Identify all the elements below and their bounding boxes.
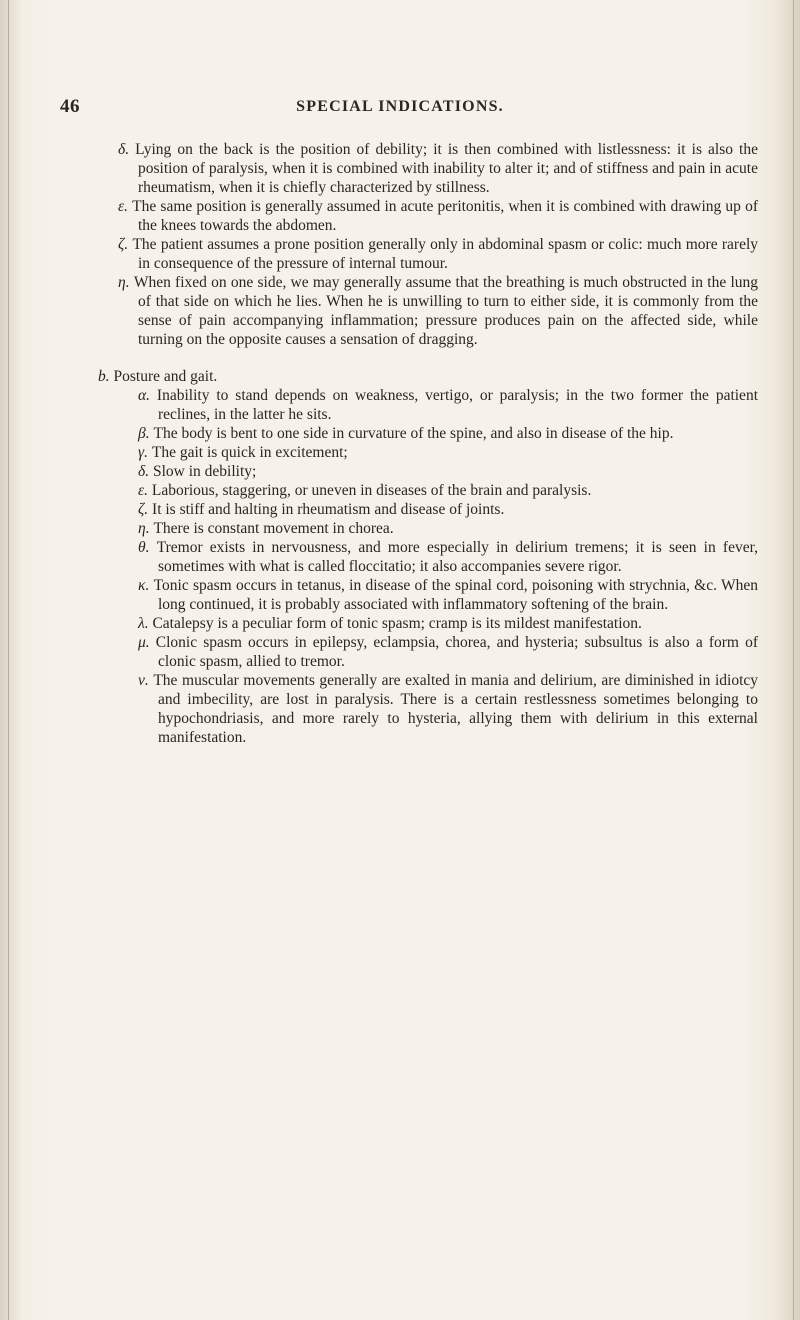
list-item-lambda: λ. Catalepsy is a peculiar form of tonic spasm; cramp is its mildest manifestation. (138, 615, 642, 632)
paragraph-eta: η. When fixed on one side, we may generally assume that the breathing is much obstructed in the lung of that side on which he lies. When he is unwilling to turn to either side, it is commonly from the sense of pain accompanying inflammation; pressure produces pain on the affected side, while turning on the opposite causes a sensation of dragging. (118, 274, 759, 348)
list-item-gamma: γ. The gait is quick in excitement; (138, 444, 348, 461)
list-item-eta: η. There is constant movement in chorea. (138, 520, 394, 537)
page-body (98, 140, 759, 747)
section-b-heading: b. Posture and gait. (98, 368, 218, 385)
page-edge (793, 0, 794, 1320)
paragraph-delta: δ. Lying on the back is the position of debility; it is then combined with listlessness: it is also the position of paralysis, when it is combined with inability to alter it; and of stiffness and pain in acute rheumatism, when it is chiefly characterized by stillness. (118, 141, 758, 196)
paragraph-epsilon: ε. The same position is generally assumed in acute peritonitis, when it is combined with drawing up of the knees towards the abdomen. (118, 198, 758, 234)
list-item-zeta: ζ. It is stiff and halting in rheumatism and disease of joints. (138, 501, 505, 518)
page-header (0, 96, 800, 120)
binding-edge (8, 0, 9, 1320)
list-item-delta: δ. Slow in debility; (138, 463, 257, 480)
running-head: SPECIAL INDICATIONS. (296, 98, 504, 115)
list-item-kappa: κ. Tonic spasm occurs in tetanus, in disease of the spinal cord, poisoning with strychnia, &c. When long continued, it is probably associated with inflammatory softening of the brain. (138, 577, 759, 613)
list-item-nu: ν. The muscular movements generally are exalted in mania and delirium, are diminished in idiotcy and imbecility, are lost in paralysis. There is a certain restlessness sometimes belonging to hypochondriasis, and more rarely to hysteria, allying them with delirium in this external manifestation. (138, 672, 759, 746)
list-item-alpha: α. Inability to stand depends on weakness, vertigo, or paralysis; in the two former the patient reclines, in the latter he sits. (138, 387, 758, 423)
list-item-mu: μ. Clonic spasm occurs in epilepsy, eclampsia, chorea, and hysteria; subsultus is also a form of clonic spasm, allied to tremor. (138, 634, 759, 670)
list-item-theta: θ. Tremor exists in nervousness, and more especially in delirium tremens; it is seen in fever, sometimes with what is called floccitatio; it also accompanies severe rigor. (138, 539, 758, 575)
list-item-epsilon: ε. Laborious, staggering, or uneven in diseases of the brain and paralysis. (138, 482, 592, 499)
page-number: 46 (60, 96, 80, 117)
paragraph-zeta: ζ. The patient assumes a prone position generally only in abdominal spasm or colic: much more rarely in consequence of the pressure of internal tumour. (118, 236, 759, 272)
list-item-beta: β. The body is bent to one side in curvature of the spine, and also in disease of the hip. (138, 425, 674, 442)
